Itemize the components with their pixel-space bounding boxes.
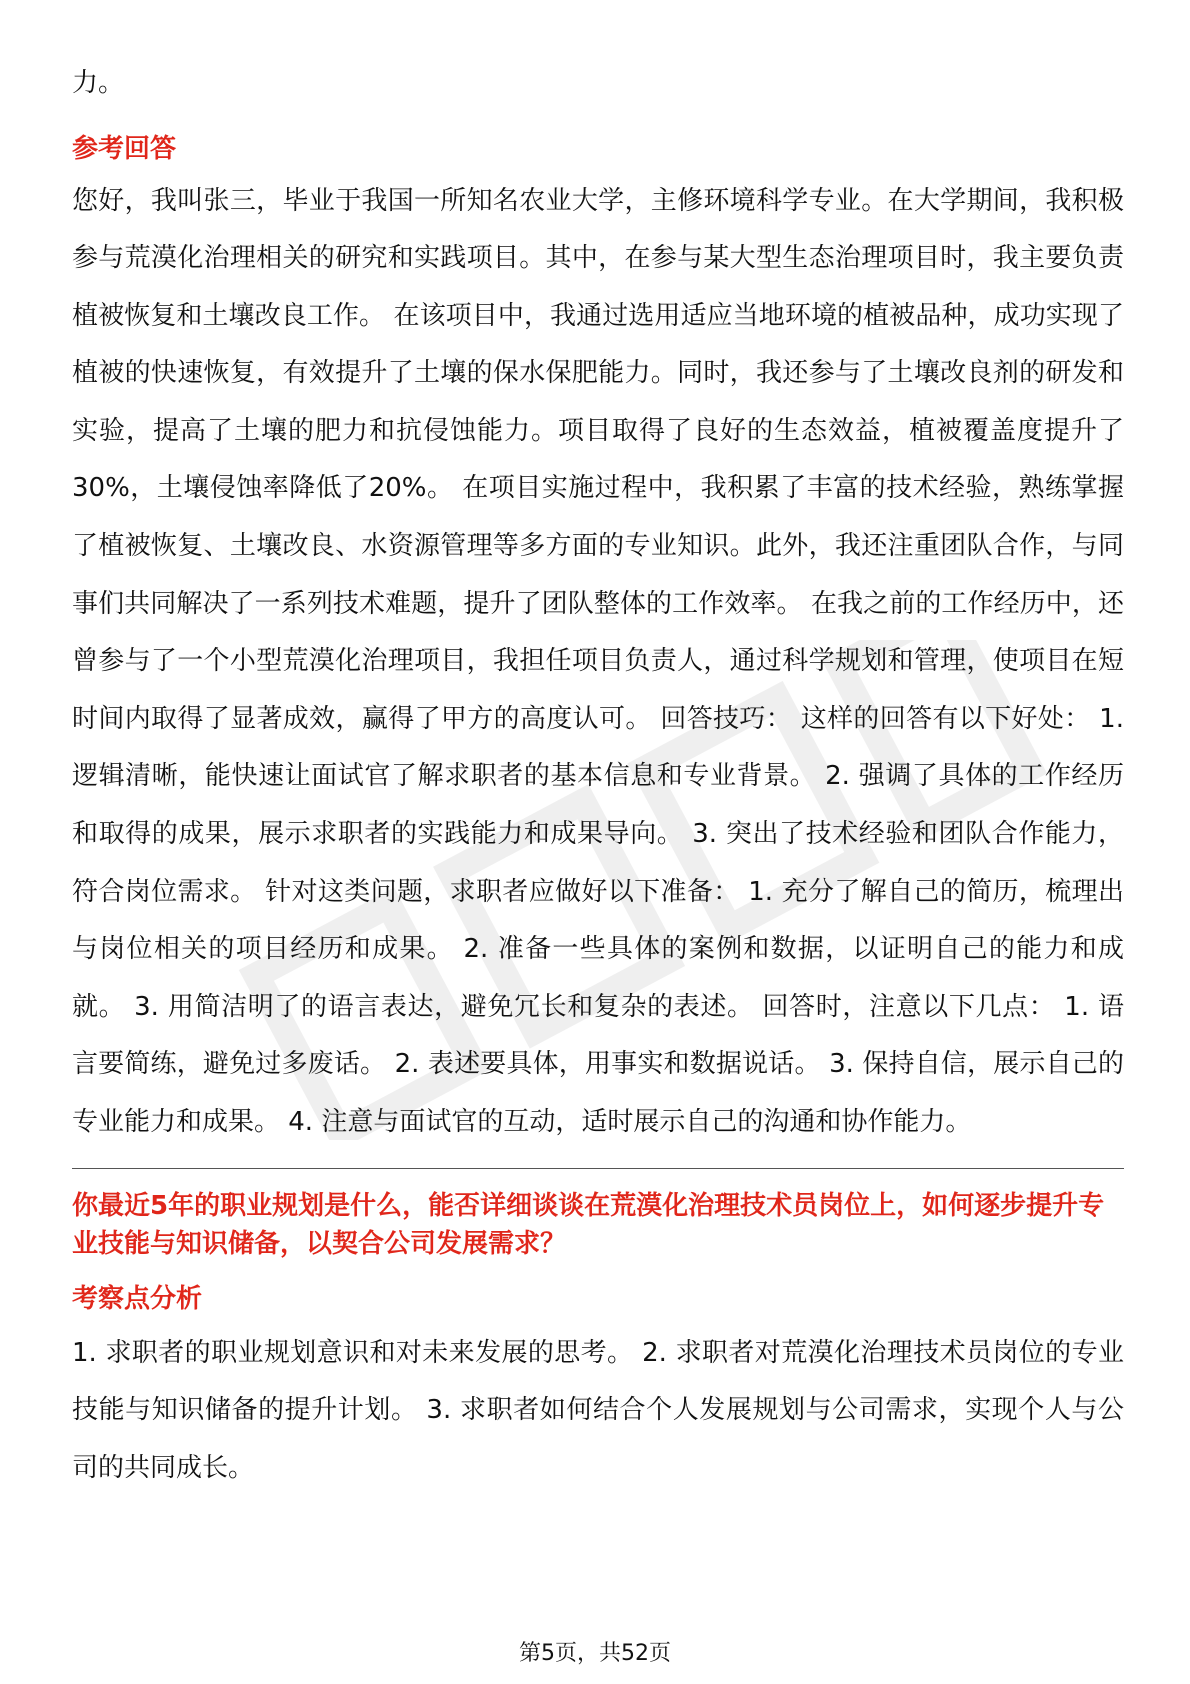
analysis-label: 考察点分析 — [72, 1283, 203, 1314]
question-text: 你最近5年的职业规划是什么，能否详细谈谈在荒漠化治理技术员岗位上，如何逐步提升专业技能与知识储备，以契合公司发展需求？ — [72, 1190, 1105, 1259]
answer-text: 您好，我叫张三，毕业于我国一所知名农业大学，主修环境科学专业。在大学期间，我积极参与荒漠化治理相关的研究和实践项目。其中，在参与某大型生态治理项目时，我主要负责植被恢复和土壤改良工作。 在该项目中，我通过选用适应当地环境的植被品种，成功实现了植被的快速恢复，有效提升了土壤的保水保肥能力。同时，我还参与了土壤改良剂的研发和实验，提高了土壤的肥力和抗侵蚀能力。项目取得了良好的生态效益，植被覆盖度提升了30%，土壤侵蚀率降低了20%。 在项目实施过程中，我积累了丰富的技术经验，熟练掌握了植被恢复、土壤改良、水资源管理等多方面的专业知识。此外，我还注重团队合作，与同事们共同解决了一系列技术难题，提升了团队整体的工作效率。 在我之前的工作经历中，还曾参与了一个小型荒漠化治理项目，我担任项目负责人，通过科学规划和管理，使项目在短时间内取得了显著成效，赢得了甲方的高度认可。 回答技巧： 这样的回答有以下好处： 1. 逻辑清晰，能快速让面试官了解求职者的基本信息和专业背景。 2. 强调了具体的工作经历和取得的成果，展示求职者的实践能力和成果导向。 3. 突出了技术经验和团队合作能力，符合岗位需求。 针对这类问题，求职者应做好以下准备： 1. 充分了解自己的简历，梳理出与岗位相关的项目经历和成果。 2. 准备一些具体的案例和数据，以证明自己的能力和成就。 3. 用简洁明了的语言表达，避免冗长和复杂的表述。 回答时，注意以下几点： 1. 语言要简练，避免过多废话。 2. 表述要具体，用事实和数据说话。 3. 保持自信，展示自己的专业能力和成果。 4. 注意与面试官的互动，适时展示自己的沟通和协作能力。 — [72, 185, 1125, 1137]
answer-label: 参考回答 — [72, 133, 177, 164]
document-page — [72, 55, 1124, 1497]
section-divider — [72, 1168, 1124, 1169]
previous-fragment: 力。 — [72, 68, 125, 98]
page-number: 第5页，共52页 — [519, 1641, 671, 1666]
analysis-text: 1. 求职者的职业规划意识和对未来发展的思考。 2. 求职者对荒漠化治理技术员岗位的专业技能与知识储备的提升计划。 3. 求职者如何结合个人发展规划与公司需求，实现个人与公司的共同成长。 — [72, 1337, 1124, 1483]
